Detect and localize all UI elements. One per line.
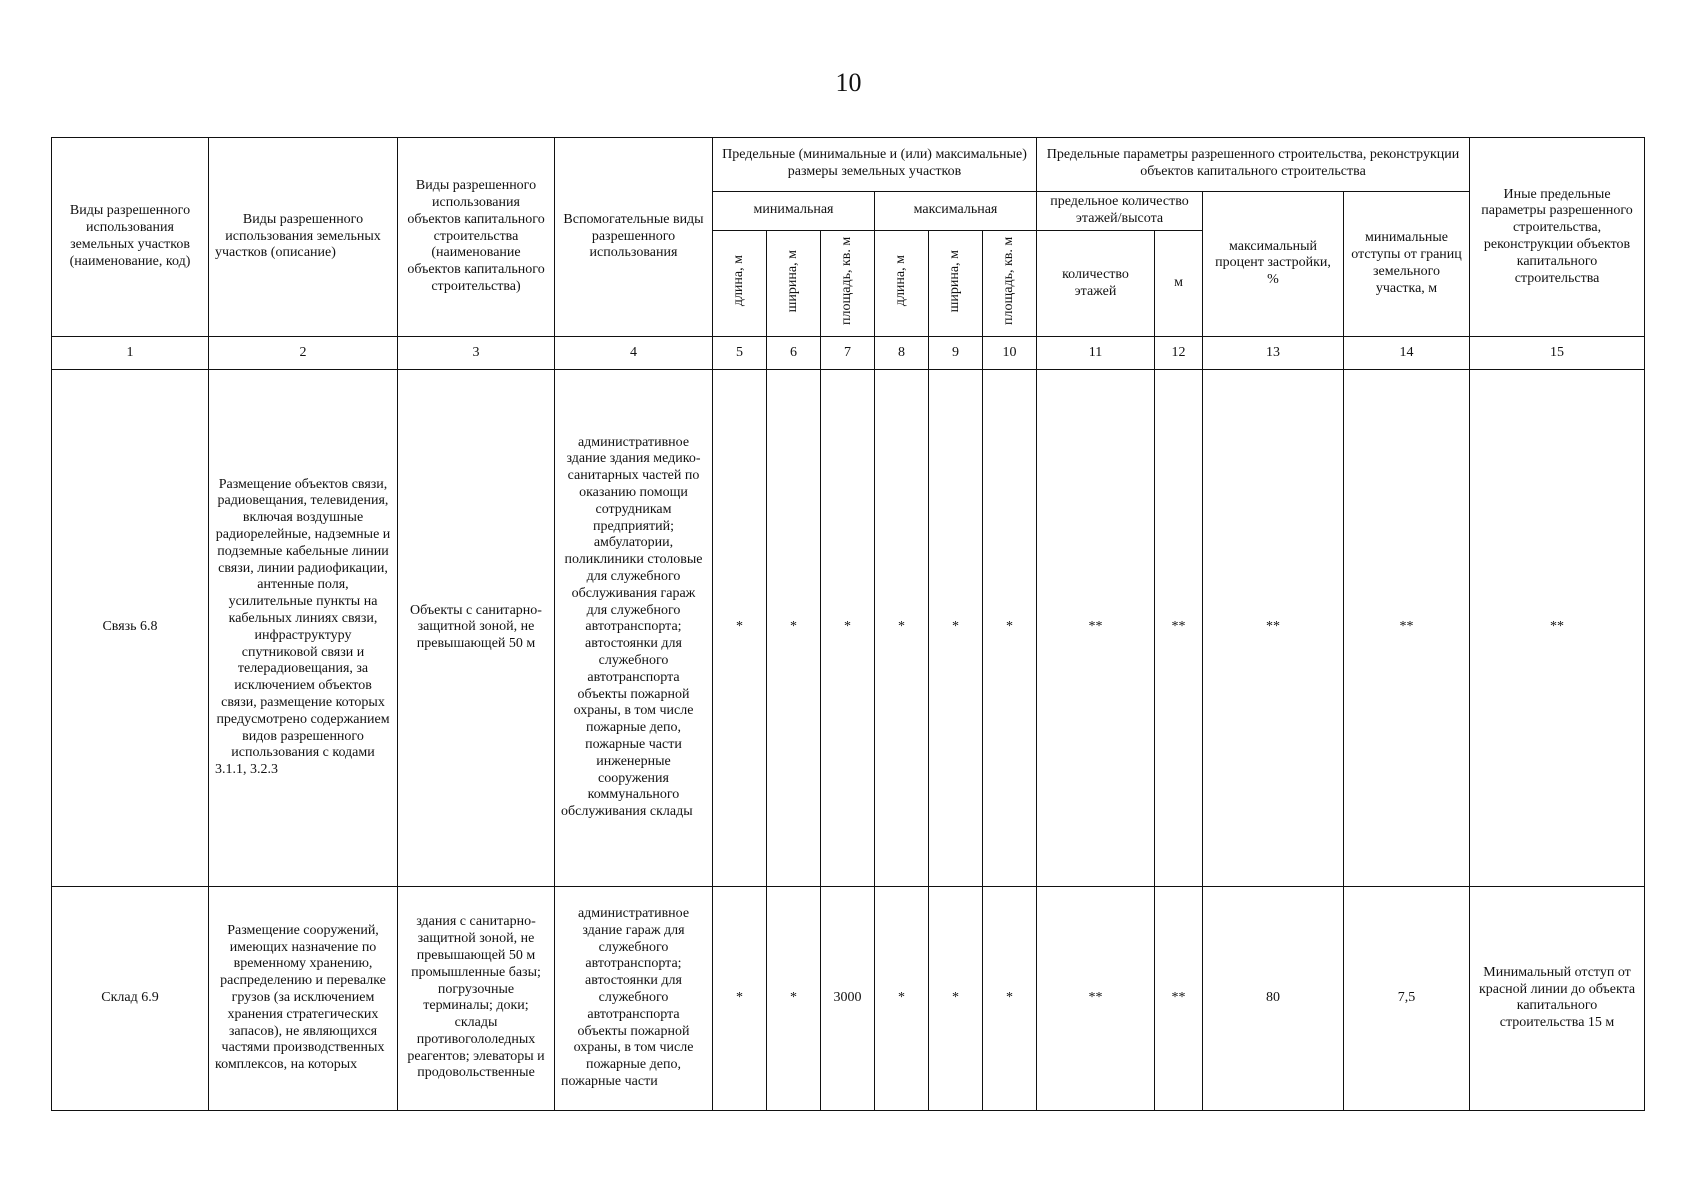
column-number: 6	[767, 337, 821, 370]
header-max-width: ширина, м	[929, 231, 983, 337]
row-max-width: *	[929, 886, 983, 1110]
row-max-percent: **	[1203, 369, 1344, 886]
column-number: 11	[1037, 337, 1155, 370]
column-number: 15	[1470, 337, 1645, 370]
header-max-length: длина, м	[875, 231, 929, 337]
header-land-use-name: Виды разрешенного использования земельных участков (наименование, код)	[52, 138, 209, 337]
row-min-area: 3000	[821, 886, 875, 1110]
row-max-area: *	[983, 369, 1037, 886]
row-height: **	[1155, 369, 1203, 886]
header-min-length: длина, м	[713, 231, 767, 337]
column-number: 13	[1203, 337, 1344, 370]
header-auxiliary-uses: Вспомогательные виды разрешенного использования	[555, 138, 713, 337]
header-land-use-description: Виды разрешенного использования земельных участков (описание)	[209, 138, 398, 337]
row-other-params: **	[1470, 369, 1645, 886]
header-capital-objects: Виды разрешенного использования объектов капитального строительства (наименование объектов капитального строительства)	[398, 138, 555, 337]
column-number: 5	[713, 337, 767, 370]
row-min-setback: 7,5	[1344, 886, 1470, 1110]
table-row	[52, 369, 1645, 886]
row-auxiliary-uses: административное здание гараж для служебного автотранспорта; автостоянки для служебного автотранспорта объекты пожарной охраны, в том числе пожарные депо, пожарные части	[555, 886, 713, 1110]
header-min-area: площадь, кв. м	[821, 231, 875, 337]
row-max-width: *	[929, 369, 983, 886]
row-min-width: *	[767, 369, 821, 886]
land-use-regulations-table	[51, 137, 1645, 1111]
header-min-setback: минимальные отступы от границ земельного участка, м	[1344, 191, 1470, 337]
column-number: 4	[555, 337, 713, 370]
row-max-area: *	[983, 886, 1037, 1110]
row-floors: **	[1037, 369, 1155, 886]
row-min-length: *	[713, 369, 767, 886]
row-max-length: *	[875, 369, 929, 886]
row-height: **	[1155, 886, 1203, 1110]
row-description: Размещение объектов связи, радиовещания, телевидения, включая воздушные радиорелейные, надземные и подземные кабельные линии связи, линии радиофикации, антенные поля, усилительные пункты на кабельных линиях связи, инфраструктуру спутниковой связи и телерадиовещания, за исключением объектов связи, размещение которых предусмотрено содержанием видов разрешенного использования с кодами 3.1.1, 3.2.3	[209, 369, 398, 886]
row-max-length: *	[875, 886, 929, 1110]
header-min-width: ширина, м	[767, 231, 821, 337]
row-description: Размещение сооружений, имеющих назначение по временному хранению, распределению и перевалке грузов (за исключением хранения стратегических запасов), не являющихся частями производственных комплексов, на которых	[209, 886, 398, 1110]
header-floors-height: предельное количество этажей/высота	[1037, 191, 1203, 231]
column-number: 2	[209, 337, 398, 370]
column-number: 12	[1155, 337, 1203, 370]
header-max-build-percent: максимальный процент застройки, %	[1203, 191, 1344, 337]
page-number: 10	[835, 68, 862, 97]
column-number: 7	[821, 337, 875, 370]
column-number: 9	[929, 337, 983, 370]
row-capital-objects: Объекты с санитарно-защитной зоной, не превышающей 50 м	[398, 369, 555, 886]
column-numbers-row	[52, 337, 1645, 370]
column-number: 8	[875, 337, 929, 370]
header-minimum: минимальная	[713, 191, 875, 231]
header-floors-count: количество этажей	[1037, 231, 1155, 337]
row-land-use-name: Связь 6.8	[52, 369, 209, 886]
row-other-params: Минимальный отступ от красной линии до объекта капитального строительства 15 м	[1470, 886, 1645, 1110]
column-number: 3	[398, 337, 555, 370]
header-construction-params: Предельные параметры разрешенного строительства, реконструкции объектов капитального строительства	[1037, 138, 1470, 192]
row-capital-objects: здания с санитарно-защитной зоной, не превышающей 50 м промышленные базы; погрузочные терминалы; доки; склады противогололедных реагентов; элеваторы и продовольственные	[398, 886, 555, 1110]
row-min-setback: **	[1344, 369, 1470, 886]
row-min-area: *	[821, 369, 875, 886]
row-max-percent: 80	[1203, 886, 1344, 1110]
table-row	[52, 886, 1645, 1110]
column-number: 10	[983, 337, 1037, 370]
header-other-params: Иные предельные параметры разрешенного строительства, реконструкции объектов капитального строительства	[1470, 138, 1645, 337]
row-land-use-name: Склад 6.9	[52, 886, 209, 1110]
row-floors: **	[1037, 886, 1155, 1110]
column-number: 1	[52, 337, 209, 370]
header-plot-size-limits: Предельные (минимальные и (или) максимальные) размеры земельных участков	[713, 138, 1037, 192]
header-maximum: максимальная	[875, 191, 1037, 231]
column-number: 14	[1344, 337, 1470, 370]
header-meters: м	[1155, 231, 1203, 337]
row-auxiliary-uses: административное здание здания медико-санитарных частей по оказанию помощи сотрудникам предприятий; амбулатории, поликлиники столовые для служебного обслуживания гараж для служебного автотранспорта; автостоянки для служебного автотранспорта объекты пожарной охраны, в том числе пожарные депо, пожарные части инженерные сооружения коммунального обслуживания склады	[555, 369, 713, 886]
row-min-width: *	[767, 886, 821, 1110]
row-min-length: *	[713, 886, 767, 1110]
header-max-area: площадь, кв. м	[983, 231, 1037, 337]
